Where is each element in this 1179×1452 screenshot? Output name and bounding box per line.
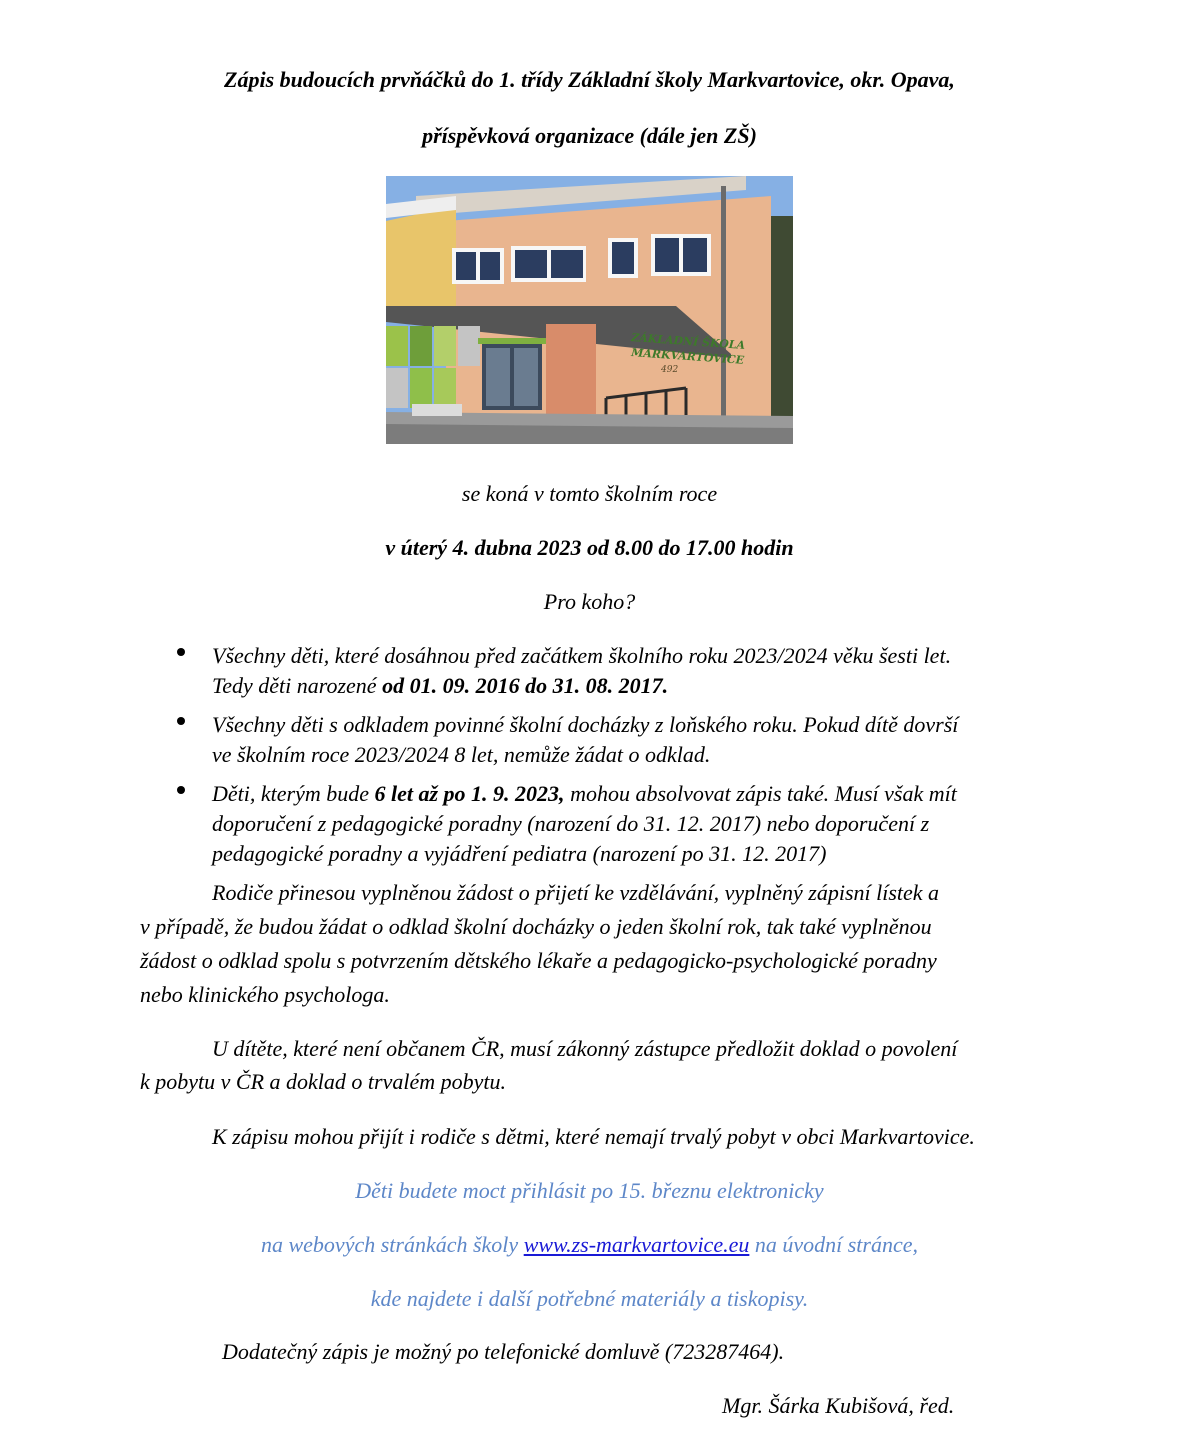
paragraph-1-line3: žádost o odklad spolu s potvrzením dětského lékaře a pedagogicko-psychologické poradny — [140, 948, 937, 973]
bullet-icon — [177, 786, 185, 794]
list-item-3-line1: Děti, kterým bude 6 let až po 1. 9. 2023, mohou absolvovat zápis také. Musí však mít — [212, 781, 957, 806]
online-line1: Děti budete moct přihlásit po 15. březnu elektronicky — [355, 1178, 824, 1203]
bullet-icon — [177, 648, 185, 656]
sign-line2: MARKVARTOVICE — [630, 346, 745, 367]
school-website-link[interactable]: www.zs-markvartovice.eu — [523, 1232, 750, 1257]
paragraph-2-line1: U dítěte, které není občanem ČR, musí zákonný zástupce předložit doklad o povolení — [212, 1036, 958, 1061]
sign-number: 492 — [661, 365, 679, 375]
list-item-2-line2: ve školním roce 2023/2024 8 let, nemůže žádat o odklad. — [212, 742, 711, 767]
event-date: v úterý 4. dubna 2023 od 8.00 do 17.00 hodin — [385, 535, 794, 560]
additional-registration: Dodatečný zápis je možný po telefonické domluvě (723287464). — [222, 1339, 785, 1364]
list-item-3-line2: doporučení z pedagogické poradny (narození do 31. 12. 2017) nebo doporučení z — [212, 811, 930, 836]
event-question: Pro koho? — [543, 589, 636, 614]
birth-range: od 01. 09. 2016 do 31. 08. 2017. — [382, 673, 669, 698]
list-item-2-line1: Všechny děti s odkladem povinné školní docházky z loňského roku. Pokud dítě dovrší — [212, 712, 959, 737]
online-line2: na webových stránkách školy www.zs-markvartovice.eu na úvodní stránce, — [260, 1232, 919, 1257]
paragraph-1-line4: nebo klinického psychologa. — [140, 982, 390, 1007]
paragraph-1-line2: v případě, že budou žádat o odklad školní docházky o jeden školní rok, tak také vyplněnou — [140, 914, 932, 939]
sign-line1: ZÁKLADNÍ ŠKOLA — [630, 331, 746, 352]
bullet-icon — [177, 717, 185, 725]
school-building-photo — [386, 176, 793, 444]
list-item-1-line2: Tedy děti narozené od 01. 09. 2016 do 31. 08. 2017. — [212, 673, 669, 698]
page-title-line1: Zápis budoucích prvňáčků do 1. třídy Základní školy Markvartovice, okr. Opava, — [224, 67, 955, 92]
online-line3: kde najdete i další potřebné materiály a tiskopisy. — [370, 1286, 809, 1311]
page-title-line2: příspěvková organizace (dále jen ZŠ) — [422, 123, 757, 148]
event-intro: se koná v tomto školním roce — [461, 481, 718, 506]
paragraph-2-line2: k pobytu v ČR a doklad o trvalém pobytu. — [140, 1069, 506, 1094]
paragraph-1-line1: Rodiče přinesou vyplněnou žádost o přijetí ke vzdělávání, vyplněný zápisní lístek a — [212, 880, 940, 905]
list-item-1-line1: Všechny děti, které dosáhnou před začátkem školního roku 2023/2024 věku šesti let. — [212, 643, 952, 668]
list-item-3-line3: pedagogické poradny a vyjádření pediatra (narození po 31. 12. 2017) — [212, 841, 827, 866]
signature: Mgr. Šárka Kubišová, řed. — [722, 1393, 955, 1418]
paragraph-3: K zápisu mohou přijít i rodiče s dětmi, které nemají trvalý pobyt v obci Markvartovice. — [212, 1124, 975, 1149]
